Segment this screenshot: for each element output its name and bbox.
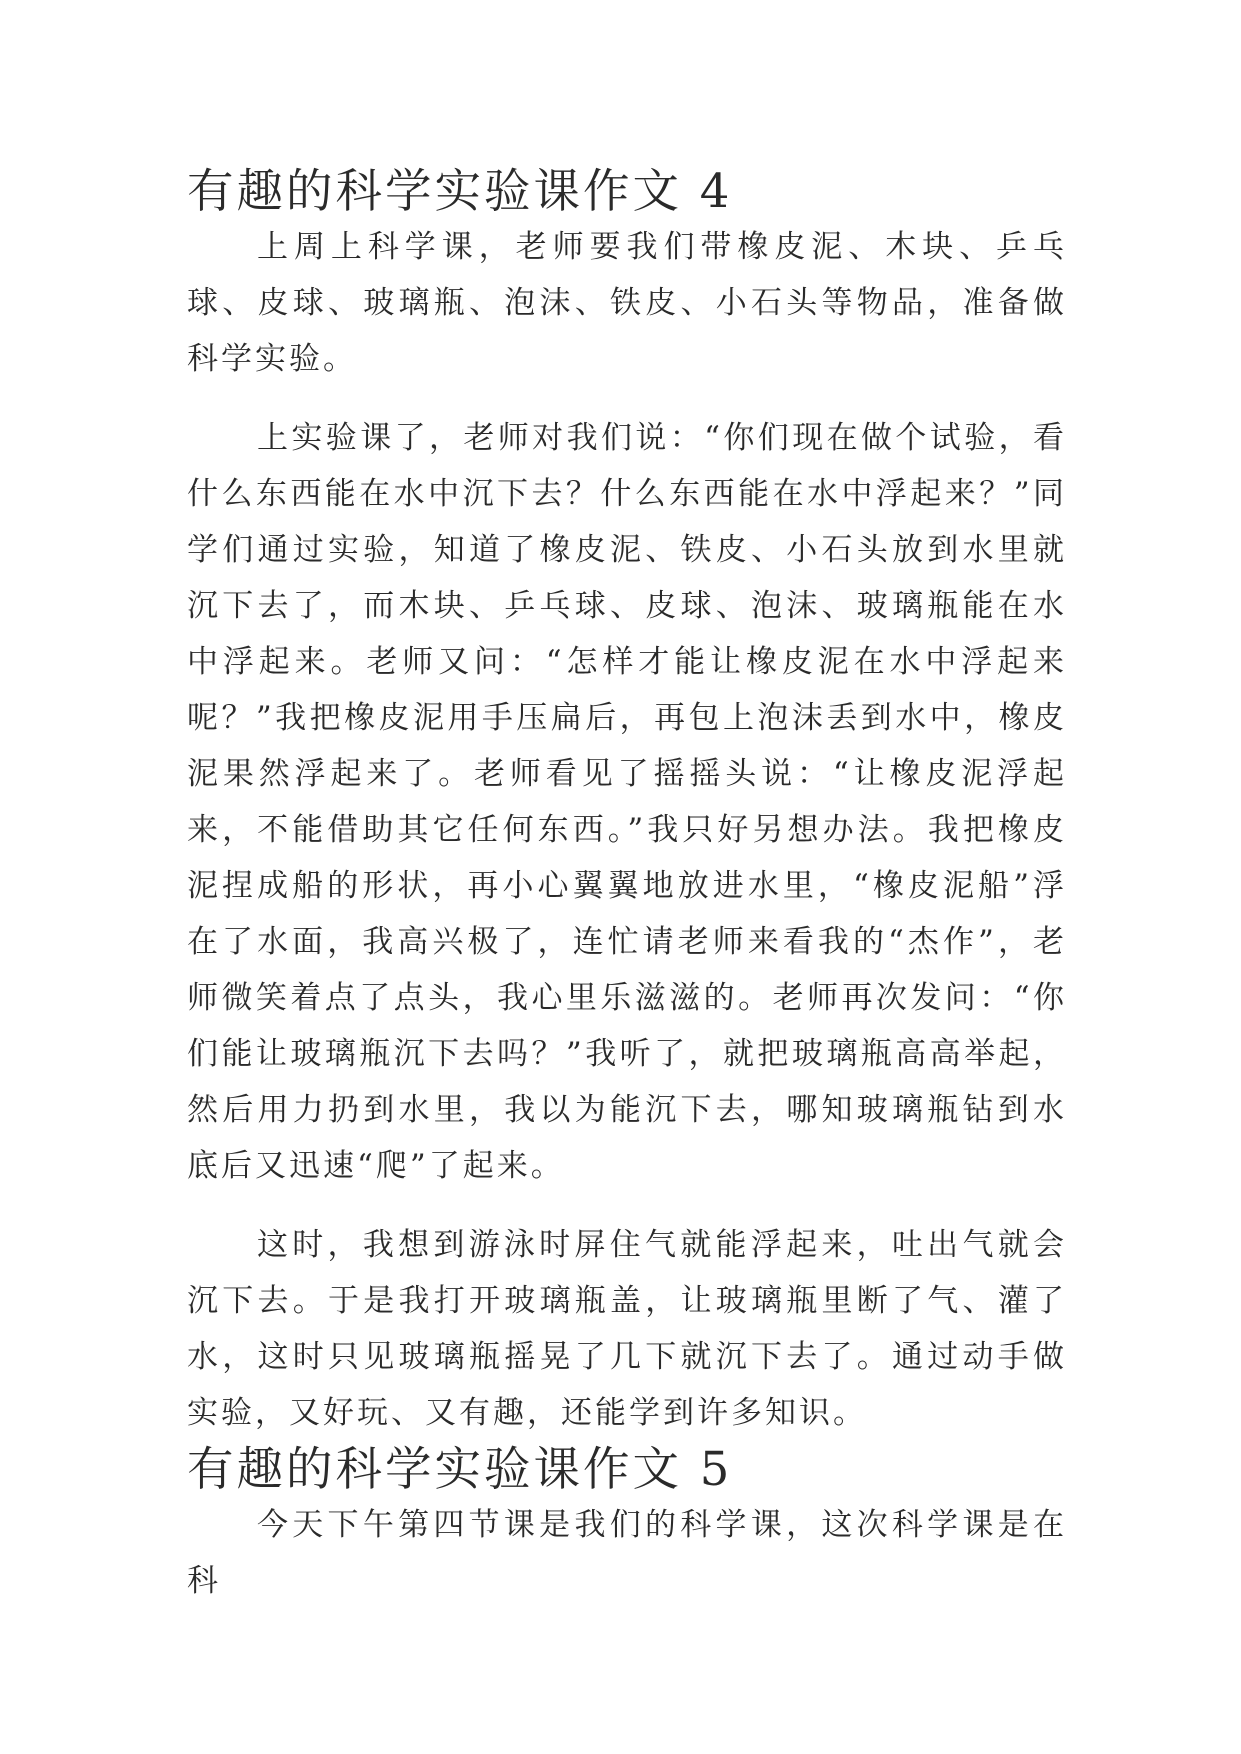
document-body	[187, 163, 1067, 1609]
essay-4-paragraph-1: 上周上科学课，老师要我们带橡皮泥、木块、乒乓球、皮球、玻璃瓶、泡沫、铁皮、小石头等物品，准备做科学实验。	[187, 229, 1067, 377]
essay-5-paragraph-1: 今天下午第四节课是我们的科学课，这次科学课是在科	[187, 1507, 1067, 1599]
essay-4-paragraph-2: 上实验课了，老师对我们说：“你们现在做个试验，看什么东西能在水中沉下去？什么东西能在水中浮起来？”同学们通过实验，知道了橡皮泥、铁皮、小石头放到水里就沉下去了，而木块、乒乓球、皮球、泡沫、玻璃瓶能在水中浮起来。老师又问：“怎样才能让橡皮泥在水中浮起来呢？”我把橡皮泥用手压扁后，再包上泡沫丢到水中，橡皮泥果然浮起来了。老师看见了摇摇头说：“让橡皮泥浮起来，不能借助其它任何东西。”我只好另想办法。我把橡皮泥捏成船的形状，再小心翼翼地放进水里，“橡皮泥船”浮在了水面，我高兴极了，连忙请老师来看我的“杰作”，老师微笑着点了点头，我心里乐滋滋的。老师再次发问：“你们能让玻璃瓶沉下去吗？”我听了，就把玻璃瓶高高举起，然后用力扔到水里，我以为能沉下去，哪知玻璃瓶钻到水底后又迅速“爬”了起来。	[187, 420, 1067, 1184]
essay-5-heading: 有趣的科学实验课作文 5	[187, 1442, 733, 1496]
essay-4-paragraph-3: 这时，我想到游泳时屏住气就能浮起来，吐出气就会沉下去。于是我打开玻璃瓶盖，让玻璃瓶里断了气、灌了水，这时只见玻璃瓶摇晃了几下就沉下去了。通过动手做实验，又好玩、又有趣，还能学到许多知识。	[187, 1227, 1067, 1431]
essay-4-heading: 有趣的科学实验课作文 4	[187, 164, 733, 218]
